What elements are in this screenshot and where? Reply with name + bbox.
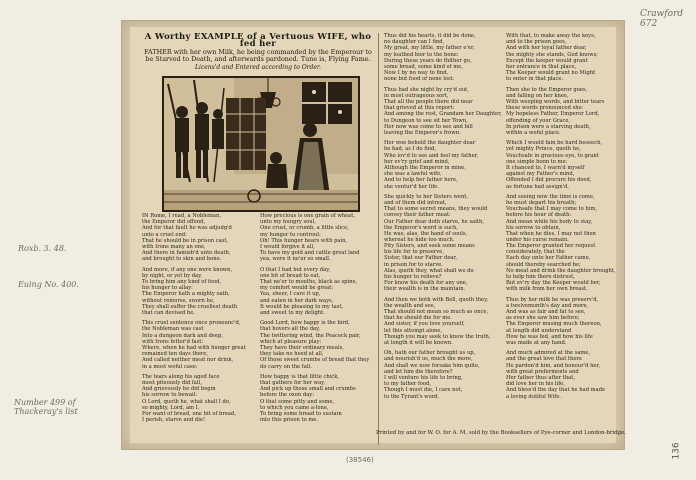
title-line-2: FATHER with her own Milk, he being commanded by the Emperour to bbox=[144, 47, 372, 56]
verse-line: Good Lord, how happy is the bird, bbox=[260, 320, 350, 327]
verse-line: My great, my little, my father e'er, bbox=[384, 45, 475, 52]
verse-line: And more, if any one were known, bbox=[142, 266, 233, 273]
verse-column-2 bbox=[260, 213, 374, 443]
verse-line: with Irons fetter'd fast: bbox=[142, 338, 204, 345]
verse-line: and falling on her knee, bbox=[506, 92, 569, 99]
verse-line: before the oxen day: bbox=[260, 392, 314, 399]
verse-line: And to help her father here, bbox=[384, 177, 458, 184]
verse-line: Although the Emperor in mine, bbox=[384, 165, 466, 172]
verse-line: That should not mean so much as once, bbox=[384, 309, 489, 316]
verse-line: For want of bread, one bit of bread, bbox=[142, 411, 236, 418]
title-line-1: A Worthy EXAMPLE of a Vertuous WIFE, who fed her bbox=[144, 32, 372, 50]
verse-line: Yea, sheer, I care it up, bbox=[260, 291, 321, 298]
verse-line: Our Father dear doth starve, he saith, bbox=[384, 218, 484, 225]
title-line-3: be Starved to Death, and afterwards pardoned. Tune is, Flying Fame. bbox=[145, 55, 371, 64]
verse-line: they take no heed at all, bbox=[260, 351, 324, 358]
page-number: 136 bbox=[671, 442, 682, 460]
verse-line: With that, to make away the keys, bbox=[506, 33, 596, 39]
verse-line: The Keeper would grant no Might bbox=[506, 70, 596, 77]
verse-line: yet mighty Prince, quoth he, bbox=[506, 146, 581, 153]
thackeray-note: Number 499 of Thackeray's list bbox=[14, 398, 78, 417]
ballad-title bbox=[142, 34, 374, 64]
verse-line: And mean while his body to stay, bbox=[506, 218, 593, 225]
verse-line: he must depart his breath; bbox=[506, 200, 577, 207]
verse-line: How precious is one grain of wheat, bbox=[260, 213, 356, 219]
euing-note: Euing No. 400. bbox=[18, 280, 79, 289]
verse-line: Pity Sisters, and seek some means bbox=[384, 243, 475, 249]
verse-line: do carry on the fall. bbox=[260, 363, 312, 370]
verse-line: Sister, that our Father dear, bbox=[384, 255, 458, 262]
verse-line: that can devised be. bbox=[142, 310, 195, 317]
verse-line: That when he dies, I may not then bbox=[506, 231, 596, 238]
verse-line: Into a dungeon dark and deep, bbox=[142, 332, 224, 339]
verse-line: And pick up those small and crumbs bbox=[260, 386, 356, 393]
verse-line: One crust, or crumb, a little slice, bbox=[260, 225, 349, 232]
verse-line: should thereby searched be; bbox=[506, 261, 581, 268]
verse-line: some bread, some kind of me, bbox=[384, 64, 463, 71]
verse-line: his sorrow to bewail: bbox=[142, 392, 198, 399]
verse-line: a twelvemonth's day and more, bbox=[506, 302, 589, 309]
verse-column-3 bbox=[384, 33, 502, 244]
imprint-line: Printed by and for W. O. for A. M. sold by the Booksellers of Pye-corner and London-bridge. bbox=[376, 430, 627, 436]
verse-line: leaving the Emperor's frown. bbox=[384, 130, 461, 137]
verse-line: his sorrow to obtain, bbox=[506, 224, 561, 231]
verse-line: unto a cruel end: bbox=[142, 231, 187, 238]
verse-line: During these years do thither go, bbox=[384, 57, 472, 64]
verse-line: That to some secret means, they would bbox=[384, 206, 488, 213]
verse-line: let this attempt alone, bbox=[384, 327, 443, 334]
woodcut-svg bbox=[164, 78, 358, 210]
verse-line: her entrance in that place, bbox=[506, 64, 577, 71]
verse-line: To bring him any kind of food, bbox=[142, 279, 222, 286]
woodcut-illustration bbox=[162, 76, 360, 212]
verse-line: a loving dutiful Wife. bbox=[506, 393, 561, 400]
verse-line: Oh! This hunger bears with pain, bbox=[260, 237, 348, 244]
verse-line: which at pleasure play: bbox=[260, 338, 322, 345]
verse-line: his life for to preserve, bbox=[384, 249, 445, 256]
verse-line: Oh, hath our father brought us up, bbox=[384, 350, 476, 357]
verse-line: They shall suffer the cruellest death bbox=[142, 303, 238, 310]
verse-line: that grieved at this report: bbox=[384, 105, 455, 112]
verse-line: and to the prison goes, bbox=[506, 39, 567, 46]
verse-line: In prison were a starving death, bbox=[506, 123, 591, 130]
verse-line: That he should be in prison cast, bbox=[142, 237, 229, 244]
verse-line: It would be pleasing to my tast, bbox=[260, 303, 344, 310]
verse-line: To bring some bread to sustain bbox=[260, 411, 342, 418]
verse-line: the wealth and see, bbox=[384, 302, 436, 309]
verse-line: And grievously he did begin bbox=[142, 386, 216, 393]
verse-line: And shall we now forsake him quite, bbox=[384, 362, 480, 369]
verse-line: IN Rome, I read, a Nobleman, bbox=[142, 213, 221, 219]
verse-line: to my father food, bbox=[384, 381, 432, 388]
verse-line: my comfort would be great: bbox=[260, 285, 334, 292]
verse-line: No meat and drink the daughter brought, bbox=[506, 267, 616, 274]
verse-line: My hopeless Father, Emperor Lord, bbox=[506, 111, 600, 118]
verse-line: The Emperor musing much thereon, bbox=[506, 321, 602, 328]
verse-line: And much admired at the same, bbox=[506, 350, 591, 357]
verse-line: Who lov'd to see and feel my father, bbox=[384, 152, 479, 159]
verse-line: Her woe beheld the daughter dear bbox=[384, 140, 476, 147]
verse-line: And sister, if you love yourself, bbox=[384, 321, 465, 328]
verse-line: to which you came a-lone, bbox=[260, 404, 329, 411]
verse-line: in a most woful case: bbox=[142, 363, 198, 370]
verse-line: with milk from her own breast. bbox=[506, 286, 588, 293]
verse-line: their wealth is in the maintain. bbox=[384, 286, 466, 293]
verse-line: And called neither meat nor drink, bbox=[142, 357, 234, 364]
verse-line: And there in famish'd unto death, bbox=[142, 250, 231, 257]
verse-line: Which I would fain be hard beseech, bbox=[506, 140, 603, 147]
verse-line: considerately, that the bbox=[506, 249, 565, 256]
catalogue-reference: Crawford 672 bbox=[640, 9, 684, 30]
verse-line: she ventur'd her life. bbox=[384, 183, 439, 190]
verse-line: with great preferments and bbox=[506, 368, 579, 375]
verse-line: was made at any hand. bbox=[506, 340, 567, 347]
verse-column-6 bbox=[506, 243, 616, 431]
verse-line: The tears along his aged face bbox=[142, 373, 220, 380]
verse-line: that hovers all the day, bbox=[260, 326, 321, 333]
verse-line: without remorse, sworn he, bbox=[142, 297, 215, 304]
verse-line: whereat he hide too much. bbox=[384, 237, 455, 244]
verse-line: his hunger to relieve? bbox=[384, 274, 442, 281]
verse-line: They have their ordinary meals, bbox=[260, 345, 344, 352]
verse-line: in prison for to starve. bbox=[384, 261, 443, 268]
verse-line: This cruel sentence once pronounc'd, bbox=[142, 320, 241, 327]
verse-line: and of them did intreat, bbox=[384, 200, 447, 207]
verse-line: But ev'ry day the Keeper would her, bbox=[506, 280, 601, 287]
verse-line: O that I had but every day, bbox=[260, 266, 331, 273]
verse-line: convey their father meat: bbox=[384, 212, 451, 219]
verse-line: he had, as I do find, bbox=[384, 146, 437, 153]
verse-line: I will venture his life to bring, bbox=[384, 375, 463, 382]
verse-line: most piteously did fall, bbox=[142, 380, 202, 387]
verse-line: The Emperor granted her request bbox=[506, 243, 596, 249]
verse-line: With weeping words, and bitter tears bbox=[506, 99, 605, 106]
verse-line: to help him there distrest, bbox=[506, 274, 575, 281]
verse-line: her ev'ry grief and mind, bbox=[384, 158, 450, 165]
verse-line: my hunger to controul: bbox=[260, 231, 321, 238]
verse-line: the Nobleman was cast bbox=[142, 326, 204, 333]
verse-line: Vouchsafe in gracious eye, to grant bbox=[506, 152, 599, 159]
verse-line: as ever she saw him before; bbox=[506, 315, 580, 322]
verse-line: that he should die for me. bbox=[384, 315, 452, 322]
ballad-sheet-inner bbox=[130, 27, 627, 443]
verse-line: And seeing now the time is come, bbox=[506, 193, 595, 200]
verse-line: That all the people there did near bbox=[384, 99, 473, 106]
roxburghe-note: Roxb. 3. 48. bbox=[18, 244, 67, 253]
verse-line: O that some pitty and some, bbox=[260, 398, 335, 405]
verse-line: none but food of none lost. bbox=[384, 76, 455, 83]
verse-line: did love her in his life, bbox=[506, 381, 565, 388]
verse-line: That ne'er to mouths, black as spine, bbox=[260, 279, 358, 286]
verse-line: no daughter can I find, bbox=[384, 39, 445, 46]
verse-line: Though you may seek to know the truth, bbox=[384, 333, 491, 340]
archive-stamp: (38546) bbox=[346, 456, 374, 464]
verse-line: And was as fair and fat to see, bbox=[506, 309, 586, 316]
verse-line: I would forgive it all, bbox=[260, 244, 315, 251]
verse-line: The twittering wind, the Peacock pair, bbox=[260, 332, 361, 339]
verse-line: Where, when he had with hunger great bbox=[142, 345, 246, 352]
verse-line: and eaten in her dark ways, bbox=[260, 297, 334, 304]
verse-line: the Emperor's word is such, bbox=[384, 224, 458, 231]
verse-line: Of those sweet crumbs of bread that they bbox=[260, 357, 370, 364]
column-divider bbox=[378, 33, 379, 445]
verse-line: He pardon'd him, and honour'd her, bbox=[506, 362, 601, 369]
verse-line: remained ten days there, bbox=[142, 351, 209, 358]
verse-line: these words pronounced she: bbox=[506, 105, 584, 112]
verse-line: that gathers for her way, bbox=[260, 380, 326, 387]
verse-line: to enter in that place. bbox=[506, 76, 564, 83]
verse-line: I perish, starve and die! bbox=[142, 417, 206, 424]
verse-line: O Lord, quoth he, what shall I do, bbox=[142, 398, 231, 405]
verse-line: unto my hungry soul, bbox=[260, 219, 316, 226]
verse-line: Alas, quoth they, what shall we do bbox=[384, 267, 474, 274]
verse-line: Thus had she night by cry'd out, bbox=[384, 86, 469, 93]
verse-line: before his hour of death: bbox=[506, 212, 572, 219]
verse-line: the mighty she stands, God knows; bbox=[506, 51, 598, 58]
verse-line: And among the rest, Grandam her Daughter, bbox=[384, 111, 502, 118]
verse-line: one bit of bread to eat, bbox=[260, 272, 321, 279]
verse-line: as fortune had assign'd. bbox=[506, 183, 569, 190]
verse-line: The Emperor hath a mighty oath, bbox=[142, 291, 230, 298]
verse-line: How happy is that little chick, bbox=[260, 373, 340, 380]
ballad-sheet bbox=[121, 20, 625, 450]
verse-line: Offended I did procure his deed, bbox=[506, 177, 592, 184]
verse-column-4 bbox=[384, 243, 502, 431]
verse-line: Though I must die, I care not, bbox=[384, 387, 463, 394]
licensed-line: Licens'd and Entered according to Order. bbox=[194, 64, 322, 71]
verse-line: to the Tyrant's word. bbox=[384, 393, 440, 400]
verse-line: offending of your Grace, bbox=[506, 117, 571, 124]
verse-line: Each day unto her Father came, bbox=[506, 255, 591, 262]
verse-line: Now I by no way to find, bbox=[384, 70, 449, 77]
verse-line: so mighty, Lord, am I, bbox=[142, 404, 200, 411]
verse-line: and let him die therefore? bbox=[384, 368, 453, 375]
verse-line: How he was fed, and how his life bbox=[506, 333, 593, 340]
verse-line: and sweet to my delight. bbox=[260, 310, 325, 317]
verse-line: and nourish'd us, much the more, bbox=[384, 356, 473, 363]
verse-line: And with her loyal father dear, bbox=[506, 45, 587, 52]
verse-line: And then we both with Bell, quoth they, bbox=[384, 296, 489, 303]
verse-line: For know his death for any one, bbox=[384, 280, 468, 287]
verse-line: Then she to the Emperor goes, bbox=[506, 86, 588, 93]
verse-column-5 bbox=[506, 33, 616, 244]
verse-line: And for that fault he was adjudg'd bbox=[142, 225, 232, 232]
verse-line: and brought to skin and bone. bbox=[142, 256, 222, 263]
verse-line: she was a lawful wife, bbox=[384, 171, 442, 178]
verse-line: Thus did his hearts, it did be done, bbox=[384, 33, 476, 39]
verse-line: into this prison to me. bbox=[260, 417, 318, 424]
verse-line: It chanced to, I warn'd myself bbox=[506, 165, 585, 172]
verse-line: And bless'd the day that he had made bbox=[506, 387, 606, 394]
verse-line: to Dungeon to see sit her Town, bbox=[384, 117, 468, 124]
verse-line: She quickly to her Sisters went, bbox=[384, 193, 469, 200]
verse-line: his hunger to allay: bbox=[142, 285, 193, 292]
verse-line: within a woful place. bbox=[506, 130, 561, 137]
verse-line: my loathed bier to the bone: bbox=[384, 51, 459, 58]
verse-line: by night, or yet by day, bbox=[142, 272, 203, 279]
verse-line: Her father thus after that, bbox=[506, 375, 575, 382]
verse-line: He was, alas, the hand of souls, bbox=[384, 231, 468, 238]
verse-column-1 bbox=[142, 213, 254, 443]
verse-line: Her now was come to see and bill bbox=[384, 123, 473, 130]
verse-line: against my Father's mind, bbox=[506, 171, 575, 178]
verse-line: at length did understand bbox=[506, 327, 572, 334]
verse-line: one simple boon to me: bbox=[506, 158, 568, 165]
verse-line: at length it will be known. bbox=[384, 340, 453, 347]
verse-line: Vouchsafe that I may come to him, bbox=[506, 206, 598, 213]
verse-line: Thus by her milk he was preserv'd, bbox=[506, 296, 599, 303]
verse-line: Except the keeper would grant bbox=[506, 57, 588, 64]
verse-line: under his curse remain. bbox=[506, 237, 569, 244]
verse-line: in most outrageous sort, bbox=[384, 92, 449, 99]
verse-line: and the great love that there bbox=[506, 356, 582, 363]
verse-line: yea, were it ne'er so small. bbox=[260, 256, 331, 263]
verse-line: the Emperor did offend, bbox=[142, 219, 206, 226]
verse-line: with Irons many an one, bbox=[142, 244, 206, 251]
verse-line: To have my gold and cattle great land bbox=[260, 250, 360, 257]
